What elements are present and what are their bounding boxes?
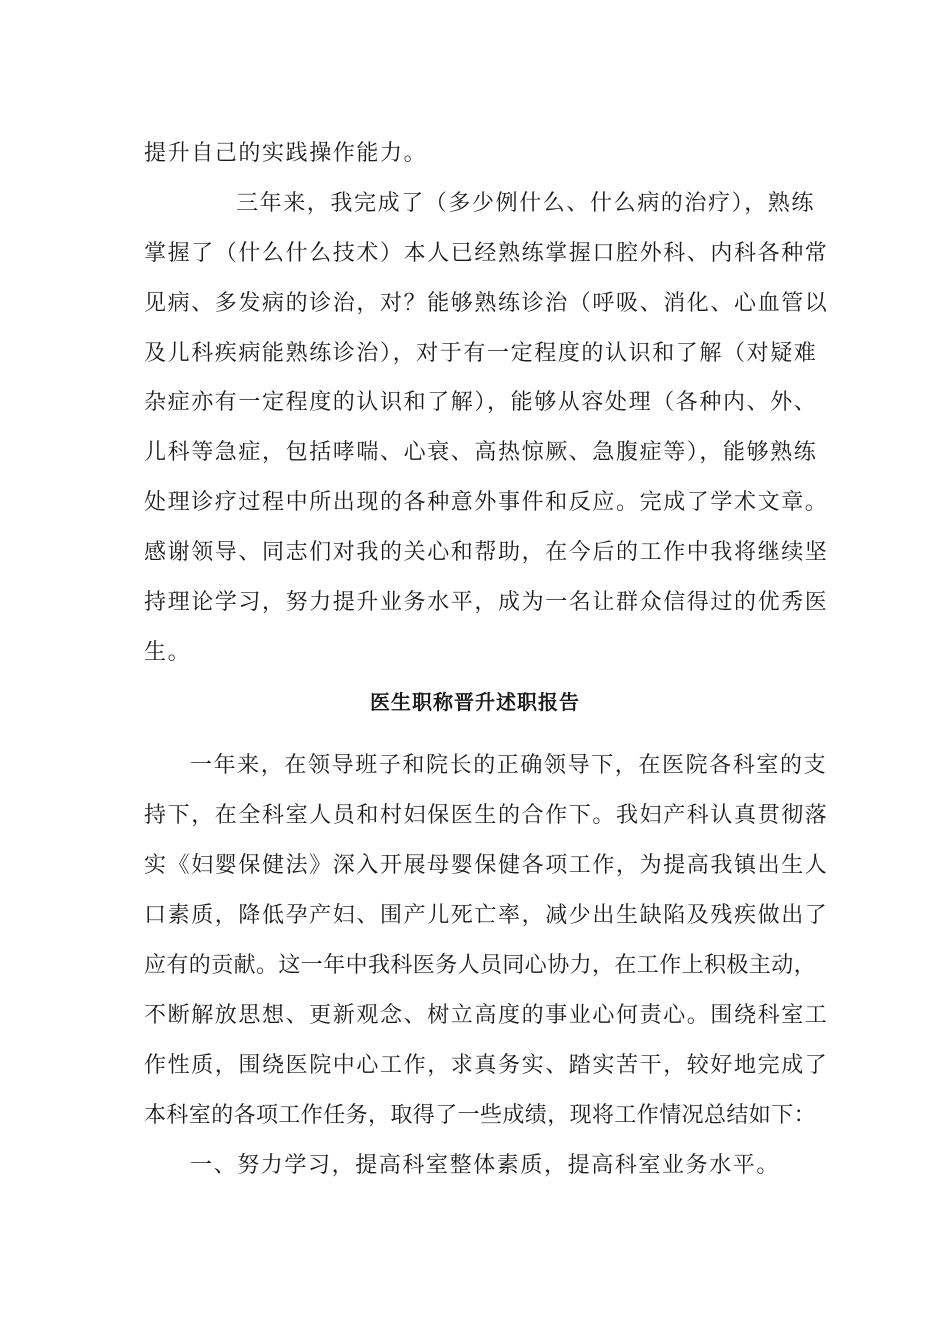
paragraph-line: 持下，在全科室人员和村妇保医生的合作下。我妇产科认真贯彻落 <box>144 803 829 828</box>
paragraph-line: 处理诊疗过程中所出现的各种意外事件和反应。完成了学术文章。 <box>144 490 829 515</box>
paragraph-line: 一年来，在领导班子和院长的正确领导下，在医院各科室的支 <box>190 753 828 778</box>
paragraph-line: 生。 <box>144 640 192 665</box>
paragraph-line: 口素质，降低孕产妇、围产儿死亡率，减少出生缺陷及残疾做出了 <box>144 903 829 928</box>
paragraph-line: 见病、多发病的诊治，对？能够熟练诊治（呼吸、消化、心血管以 <box>144 291 829 316</box>
paragraph-line: 实《妇婴保健法》深入开展母婴保健各项工作，为提高我镇出生人 <box>144 853 829 878</box>
paragraph-line: 不断解放思想、更新观念、树立高度的事业心何责心。围绕科室工 <box>144 1003 829 1028</box>
paragraph-line: 本科室的各项工作任务，取得了一些成绩，现将工作情况总结如下： <box>144 1103 817 1128</box>
section-title: 医生职称晋升述职报告 <box>370 690 580 714</box>
paragraph-line: 杂症亦有一定程度的认识和了解），能够从容处理（各种内、外、 <box>144 390 818 415</box>
paragraph-line: 应有的贡献。这一年中我科医务人员同心协力，在工作上积极主动， <box>144 953 817 978</box>
paragraph-line: 作性质，围绕医院中心工作，求真务实、踏实苦干，较好地完成了 <box>144 1053 829 1078</box>
paragraph-line: 一、努力学习，提高科室整体素质，提高科室业务水平。 <box>190 1153 781 1178</box>
paragraph-line: 提升自己的实践操作能力。 <box>144 141 428 166</box>
paragraph-line: 持理论学习，努力提升业务水平，成为一名让群众信得过的优秀医 <box>144 590 829 615</box>
paragraph-line: 及儿科疾病能熟练诊治），对于有一定程度的认识和了解（对疑难 <box>144 341 818 366</box>
paragraph-line: 感谢领导、同志们对我的关心和帮助，在今后的工作中我将继续坚 <box>144 540 829 565</box>
paragraph-line: 掌握了（什么什么技术）本人已经熟练掌握口腔外科、内科各种常 <box>144 241 829 266</box>
paragraph-line: 三年来，我完成了（多少例什么、什么病的治疗），熟练 <box>236 191 816 216</box>
paragraph-line: 儿科等急症，包括哮喘、心衰、高热惊厥、急腹症等），能够熟练 <box>144 440 818 465</box>
